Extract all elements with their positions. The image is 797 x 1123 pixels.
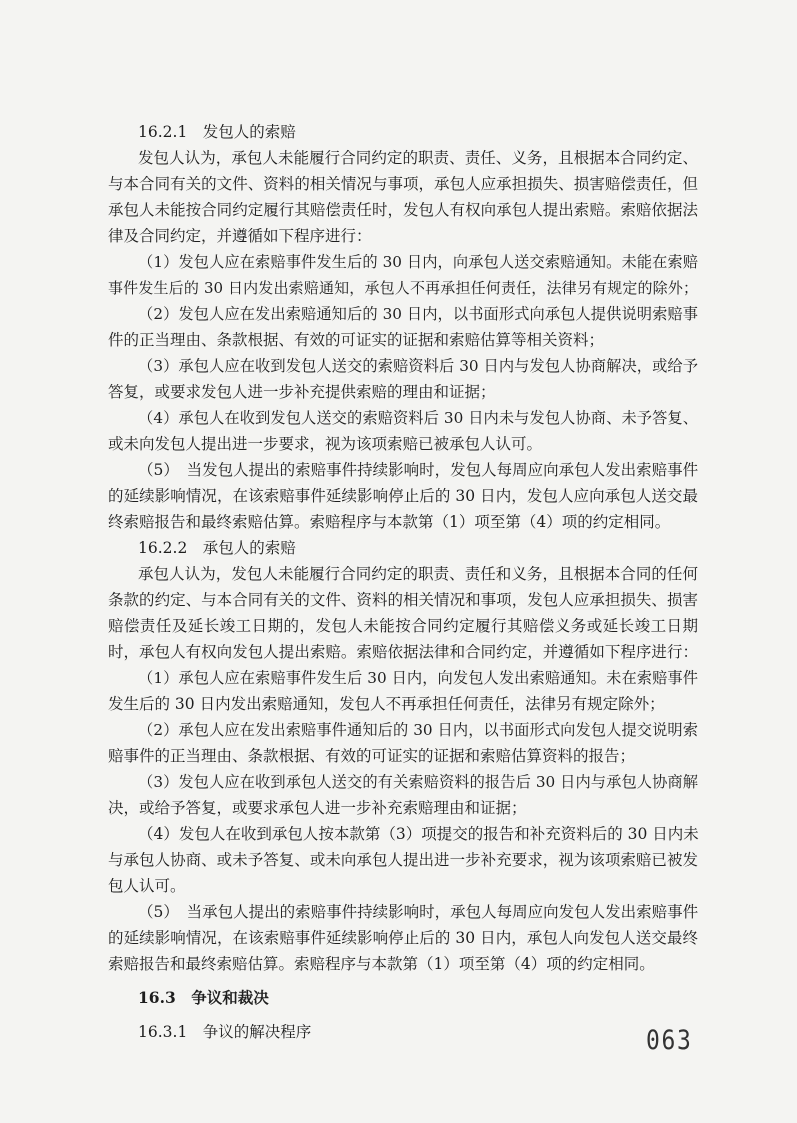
page-number: 063 [646,1025,693,1056]
list-item-line: 赔事件的正当理由、条款根据、有效的可证实的证据和索赔估算资料的报告； [108,747,636,765]
list-item-line: （4）承包人在收到发包人送交的索赔资料后 30 日内未与发包人协商、未予答复、 [138,409,698,427]
section-heading-16-3-1: 16.3.1 争议的解决程序 [138,1023,312,1041]
paragraph-line: 条款的约定、与本合同有关的文件、资料的相关情况和事项，发包人应承担损失、损害 [108,591,698,609]
paragraph-line: 赔偿责任及延长竣工日期的，发包人未能按合同约定履行其赔偿义务或延长竣工日期 [108,617,698,635]
list-item-line: （5） 当承包人提出的索赔事件持续影响时，承包人每周应向发包人发出索赔事件 [138,903,699,921]
list-item-line: （3）承包人应在收到发包人送交的索赔资料后 30 日内与发包人协商解决，或给予 [138,357,698,375]
paragraph-line: 时，承包人有权向发包人提出索赔。索赔依据法律和合同约定，并遵循如下程序进行： [108,643,698,661]
list-item-line: 索赔报告和最终索赔估算。索赔程序与本款第（1）项至第（4）项的约定相同。 [108,955,655,973]
list-item-line: 包人认可。 [108,877,186,895]
paragraph-line: 承包人未能按合同约定履行其赔偿责任时，发包人有权向承包人提出索赔。索赔依据法 [108,201,698,219]
section-heading-16-2-2: 16.2.2 承包人的索赔 [138,539,296,557]
list-item-line: （3）发包人应在收到承包人送交的有关索赔资料的报告后 30 日内与承包人协商解 [138,773,698,791]
list-item-line: 与承包人协商、或未予答复、或未向承包人提出进一步补充要求，视为该项索赔已被发 [108,851,698,869]
list-item-line: 发生后的 30 日内发出索赔通知，发包人不再承担任何责任，法律另有规定除外； [108,695,665,713]
list-item-line: （1）承包人应在索赔事件发生后 30 日内，向发包人发出索赔通知。未在索赔事件 [138,669,698,687]
list-item-line: （1）发包人应在索赔事件发生后的 30 日内，向承包人送交索赔通知。未能在索赔 [138,253,698,271]
list-item-line: 事件发生后的 30 日内发出索赔通知，承包人不再承担任何责任，法律另有规定的除外； [108,279,698,297]
list-item-line: 决，或给予答复，或要求承包人进一步补充索赔理由和证据； [108,799,527,817]
list-item-line: （4）发包人在收到承包人按本款第（3）项提交的报告和补充资料后的 30 日内未 [138,825,699,843]
list-item-line: 的延续影响情况，在该索赔事件延续影响停止后的 30 日内，发包人应向承包人送交最 [108,487,698,505]
list-item-line: 或未向发包人提出进一步要求，视为该项索赔已被承包人认可。 [108,435,543,453]
list-item-line: （2）发包人应在发出索赔通知后的 30 日内，以书面形式向承包人提供说明索赔事 [138,305,698,323]
list-item-line: （5） 当发包人提出的索赔事件持续影响时，发包人每周应向承包人发出索赔事件 [138,461,699,479]
paragraph-line: 与本合同有关的文件、资料的相关情况与事项，承包人应承担损失、损害赔偿责任，但 [108,175,698,193]
section-heading-16-3: 16.3 争议和裁决 [138,988,269,1007]
list-item-line: 答复，或要求发包人进一步补充提供索赔的理由和证据； [108,383,496,401]
paragraph-line: 律及合同约定，并遵循如下程序进行： [108,227,372,245]
list-item-line: 终索赔报告和最终索赔估算。索赔程序与本款第（1）项至第（4）项的约定相同。 [108,513,671,531]
section-heading-16-2-1: 16.2.1 发包人的索赔 [138,123,296,141]
paragraph-line: 承包人认为，发包人未能履行合同约定的职责、责任和义务，且根据本合同的任何 [138,565,698,583]
list-item-line: 件的正当理由、条款根据、有效的可证实的证据和索赔估算等相关资料； [108,331,605,349]
list-item-line: （2）承包人应在发出索赔事件通知后的 30 日内，以书面形式向发包人提交说明索 [138,721,698,739]
list-item-line: 的延续影响情况，在该索赔事件延续影响停止后的 30 日内，承包人向发包人送交最终 [108,929,698,947]
paragraph-line: 发包人认为，承包人未能履行合同约定的职责、责任、义务，且根据本合同约定、 [138,149,698,167]
